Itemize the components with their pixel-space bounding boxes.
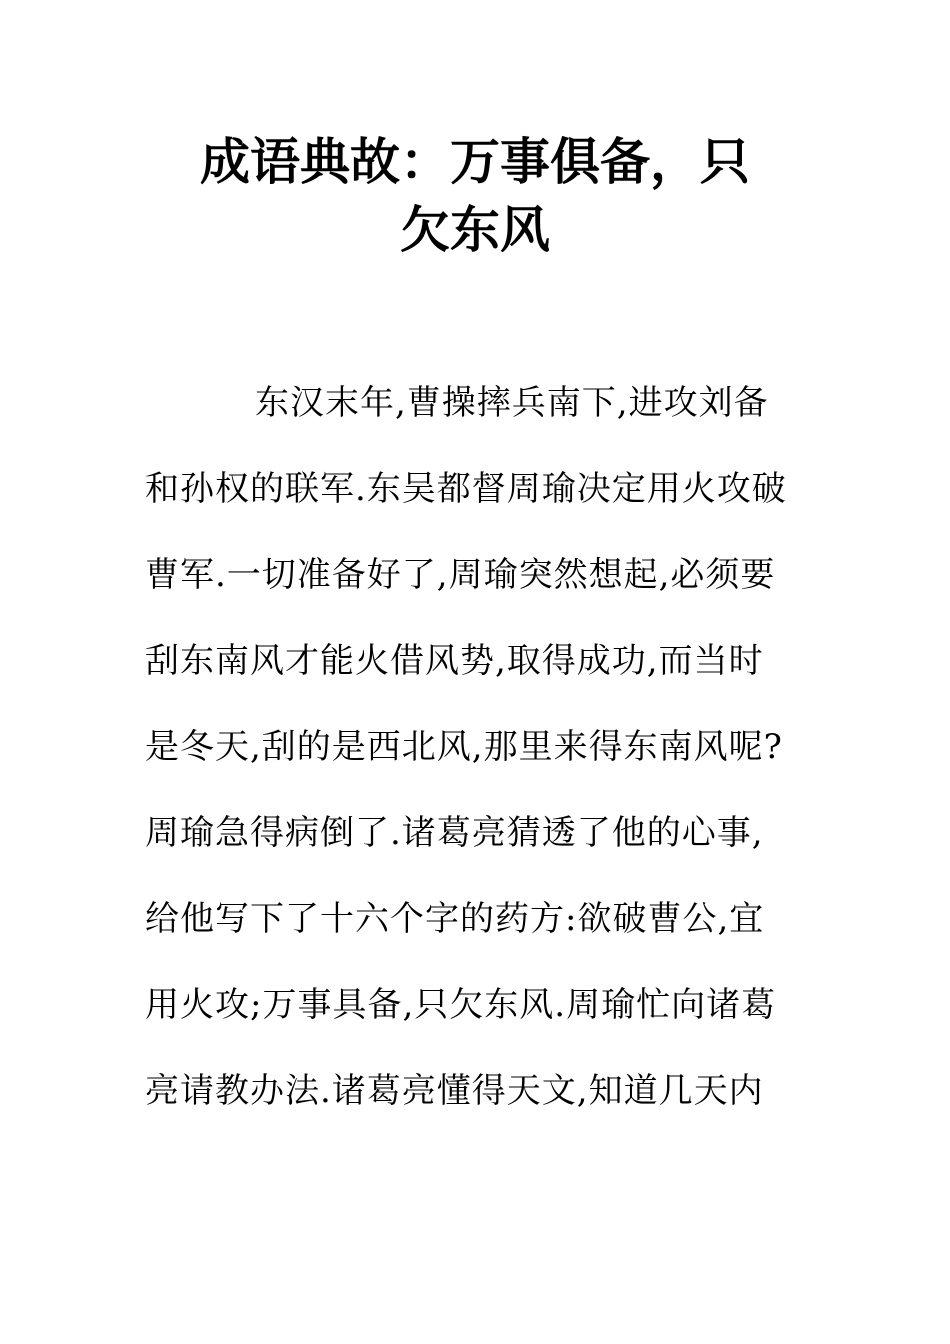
- body-line-9: 亮请教办法.诸葛亮懂得天文,知道几天内: [145, 1071, 764, 1111]
- body-line-3: 曹军.一切准备好了,周瑜突然想起,必须要: [145, 555, 776, 595]
- title-line-2: 欠东风: [400, 201, 550, 259]
- body-line-7: 给他写下了十六个字的药方:欲破曹公,宜: [145, 899, 765, 939]
- body-line-4: 刮东南风才能火借风势,取得成功,而当时: [145, 641, 764, 681]
- body-line-2: 和孙权的联军.东吴都督周瑜决定用火攻破: [145, 469, 787, 509]
- body-paragraph: [145, 368, 810, 1142]
- document-title: [100, 128, 850, 264]
- body-line-1: 东汉末年,曹操摔兵南下,进攻刘备: [255, 383, 769, 423]
- body-line-6: 周瑜急得病倒了.诸葛亮猜透了他的心事,: [145, 813, 764, 853]
- body-line-5: 是冬天,刮的是西北风,那里来得东南风呢?: [145, 727, 783, 767]
- title-line-1: 成语典故：万事俱备，只: [200, 133, 750, 191]
- body-line-8: 用火攻;万事具备,只欠东风.周瑜忙向诸葛: [145, 985, 777, 1025]
